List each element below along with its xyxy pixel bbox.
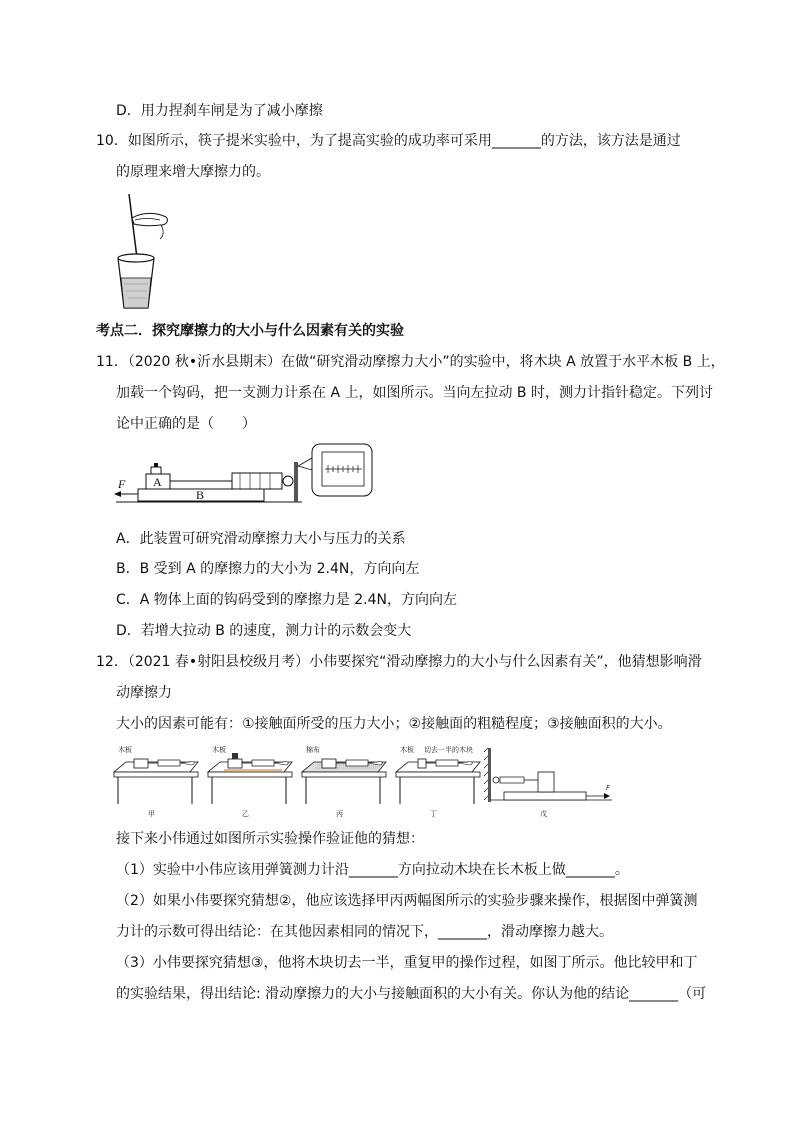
chopstick-rice-figure bbox=[112, 190, 182, 312]
tag-ding-board: 木板 bbox=[400, 746, 414, 754]
panel-yi bbox=[208, 745, 292, 818]
q12-stem-line3: 大小的因素可能有：①接触面所受的压力大小；②接触面的粗糙程度；③接触面积的大小。 bbox=[116, 716, 672, 732]
panel-wu bbox=[484, 748, 612, 818]
q11-stem-line3: 论中正确的是（ ） bbox=[116, 416, 256, 432]
q12-part2-line2: 力计的示数可得出结论：在其他因素相同的情况下，_______，滑动摩擦力越大。 bbox=[116, 924, 613, 940]
panel-jia bbox=[114, 745, 198, 818]
tag-ding-half-block: 切去一半的木块 bbox=[424, 746, 473, 754]
q9-option-d: D．用力捏刹车闸是为了减小摩擦 bbox=[116, 103, 323, 119]
q10-stem-line1: 10．如图所示，筷子提米实验中，为了提高实验的成功率可采用_______的方法，该方法是通过 bbox=[96, 133, 681, 149]
tag-jia: 木板 bbox=[118, 746, 132, 754]
q12-part2-line1: （2）如果小伟要探究猜想②，他应该选择甲丙两幅图所示的实验步骤来操作，根据图中弹簧测 bbox=[116, 893, 698, 909]
q12-stem-line2: 动摩擦力 bbox=[116, 685, 172, 701]
q11-option-a: A．此装置可研究滑动摩擦力大小与压力的关系 bbox=[116, 531, 406, 547]
block-a-label: A bbox=[153, 475, 162, 489]
panel-bing bbox=[302, 745, 386, 818]
caption-bing: 丙 bbox=[336, 810, 343, 818]
q12-part3-line2: 的实验结果，得出结论: 滑动摩擦力的大小与接触面积的大小有关。你认为他的结论_______（可 bbox=[116, 986, 707, 1002]
caption-wu: 戊 bbox=[540, 810, 547, 818]
spring-scale-block-figure bbox=[112, 440, 382, 510]
q10-stem-line2: 的原理来增大摩擦力的。 bbox=[116, 164, 270, 180]
panel-ding bbox=[396, 745, 480, 818]
section-title: 考点二．探究摩擦力的大小与什么因素有关的实验 bbox=[96, 323, 404, 339]
force-f-label: F bbox=[118, 477, 126, 491]
q11-stem-line2: 加载一个钩码，把一支测力计系在 A 上，如图所示。当向左拉动 B 时，测力计指针稳定。下列讨 bbox=[116, 385, 713, 401]
caption-ding: 丁 bbox=[430, 810, 437, 818]
force-f-label-wu: F bbox=[606, 784, 611, 792]
block-b-label: B bbox=[196, 488, 205, 502]
q12-intro: 接下来小伟通过如图所示实验操作验证他的猜想： bbox=[116, 831, 424, 847]
tag-yi: 木板 bbox=[212, 746, 226, 754]
q12-part3-line1: （3）小伟要探究猜想③，他将木块切去一半，重复甲的操作过程，如图丁所示。他比较甲和丁 bbox=[116, 955, 698, 971]
tag-bing: 棉布 bbox=[306, 746, 320, 754]
caption-yi: 乙 bbox=[242, 810, 249, 818]
q11-stem-line1: 11．（2020 秋•沂水县期末）在做“研究滑动摩擦力大小”的实验中，将木块 A 放置于水平木板 B 上， bbox=[96, 354, 725, 370]
q11-option-b: B．B 受到 A 的摩擦力的大小为 2.4N，方向向左 bbox=[116, 561, 420, 577]
q11-option-c: C．A 物体上面的钩码受到的摩擦力是 2.4N，方向向左 bbox=[116, 592, 457, 608]
q12-stem-line1: 12．（2021 春•射阳县校级月考）小伟要探究“滑动摩擦力的大小与什么因素有关”，他猜想影响滑 bbox=[96, 654, 702, 670]
caption-jia: 甲 bbox=[148, 810, 155, 818]
q12-part1: （1）实验中小伟应该用弹簧测力计沿_______方向拉动木块在长木板上做_______。 bbox=[116, 862, 629, 878]
five-experiments-figure bbox=[112, 742, 622, 820]
q11-option-d: D．若增大拉动 B 的速度，测力计的示数会变大 bbox=[116, 623, 412, 639]
